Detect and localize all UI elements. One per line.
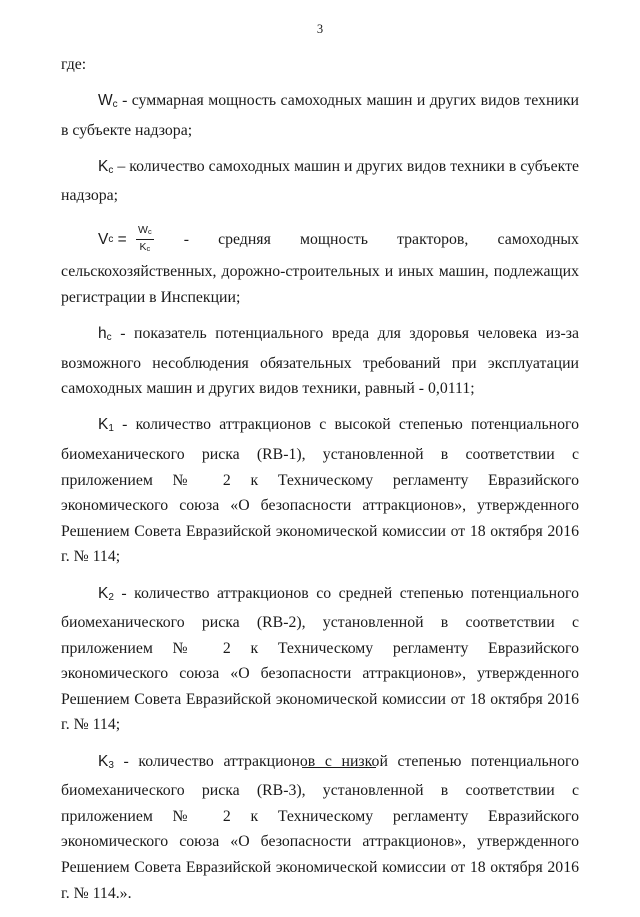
definition-wc-text: - суммарная мощность самоходных машин и других видов техники в субъекте надзора; (61, 92, 579, 139)
symbol-k1: $K_1$ (98, 416, 114, 435)
definition-k2-text: - количество аттракционов со средней степенью потенциального биомеханического риска (RB-2), установленной в соответствии с приложением № 2 к Техническому регламенту Евразийского экономического союза «О безопасности аттракционов», утвержденного Решением Совета Евразийской экономической комиссии от 18 октября 2016 г. № 114; (61, 584, 579, 734)
symbol-wc: $W_c$ (98, 92, 118, 111)
definition-k3 (61, 749, 579, 907)
formula-vc: V c = $\frac{W_c}{K_c}$ (98, 223, 152, 253)
definition-kc-text: – количество самоходных машин и других видов техники в субъекте надзора; (61, 157, 579, 205)
definition-hc (61, 321, 579, 402)
definition-k3-text: - количество аттракционов с низкой степенью потенциального биомеханического риска (RB-3), установленной в соответствии с приложением № 2 к Техническому регламенту Евразийского экономического союза «О безопасности аттракционов», утвержденного Решением Совета Евразийской экономической комиссии от 18 октября 2016 г. № 114.». (61, 752, 579, 902)
fraction-numerator: $W_c$ (136, 224, 154, 240)
intro-text: где: (61, 56, 87, 73)
symbol-k2: $K_2$ (98, 584, 114, 603)
document-body (61, 52, 579, 917)
definition-k2 (61, 581, 579, 739)
definition-vc-text: сельскохозяйственных, дорожно-строительных и иных машин, подлежащих регистрации в Инспекции; (61, 263, 579, 307)
symbol-hc: $h_c$ (98, 325, 112, 344)
definition-vc-first-line: - средняя мощность тракторов, самоходных (183, 230, 579, 248)
page-number: 3 (316, 22, 324, 36)
end-divider-line (302, 767, 376, 768)
definition-k1-text: - количество аттракционов с высокой степенью потенциального биомеханического риска (RB-1), установленной в соответствии с приложением № 2 к Техническому регламенту Евразийского экономического союза «О безопасности аттракционов», утвержденного Решением Совета Евразийской экономической комиссии от 18 октября 2016 г. № 114; (61, 416, 579, 566)
definition-wc (61, 88, 579, 143)
definition-kc (61, 154, 579, 209)
symbol-kc: $K_c$ (98, 157, 114, 176)
fraction-denominator: $K_c$ (139, 240, 151, 253)
definition-hc-text: - показатель потенциального вреда для здоровья человека из-за возможного несоблюдения обязательных требований при эксплуатации самоходных машин и других видов техники, равный - 0,0111; (61, 325, 579, 398)
symbol-k3: $K_3$ (98, 752, 114, 771)
definition-vc-formula-line (61, 219, 579, 259)
formula-fraction (136, 224, 154, 255)
definition-k1 (61, 412, 579, 570)
